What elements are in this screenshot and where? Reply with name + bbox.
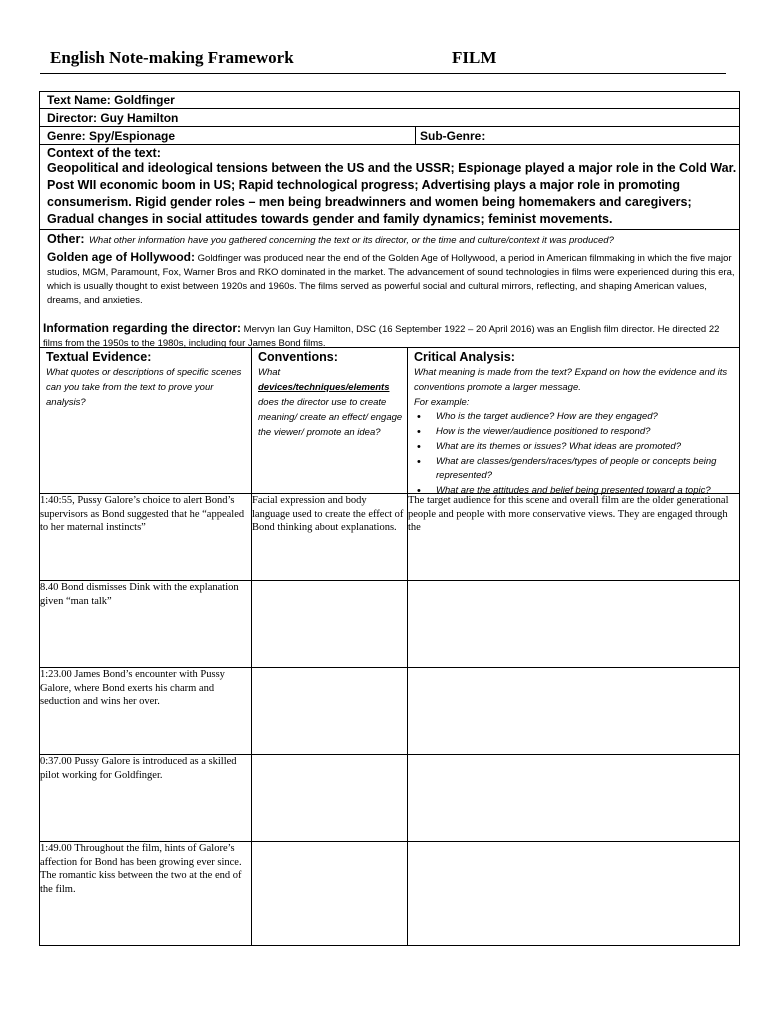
conventions-cell[interactable] xyxy=(252,755,406,840)
list-item: • What are classes/genders/races/types of people or concepts being represented? xyxy=(414,455,738,483)
director-field: Director: Guy Hamilton xyxy=(47,111,179,125)
conventions-cell[interactable]: Facial expression and body language used to create the effect of Bond thinking about explanations. xyxy=(252,495,404,533)
analysis-question-list xyxy=(414,410,738,498)
analysis-column-header xyxy=(414,349,738,499)
page-title: English Note-making Framework xyxy=(50,48,294,67)
other-question: What other information have you gathered concerning the text or its director, or the time and culture/context it was produced? xyxy=(88,235,614,246)
other-section xyxy=(43,231,737,351)
context-section xyxy=(47,146,737,228)
analysis-example-label: For example: xyxy=(414,397,470,408)
golden-age-label: Golden age of Hollywood: xyxy=(47,250,195,264)
divider xyxy=(39,144,740,145)
conventions-column-header xyxy=(258,349,403,440)
text-name-field: Text Name: Goldfinger xyxy=(47,93,175,107)
analysis-title: Critical Analysis: xyxy=(414,350,515,364)
conventions-cell[interactable] xyxy=(252,842,406,944)
list-item: • How is the viewer/audience positioned to respond? xyxy=(414,425,738,439)
conventions-desc-pre: What xyxy=(258,367,281,378)
analysis-cell[interactable] xyxy=(408,842,738,944)
analysis-desc: What meaning is made from the text? Expand on how the evidence and its conventions promote a larger message. xyxy=(414,367,728,393)
conventions-desc-post: does the director use to create meaning/ create an effect/ engage the viewer/ promote an idea? xyxy=(258,397,403,438)
analysis-cell[interactable] xyxy=(408,581,738,666)
subject-label: FILM xyxy=(452,48,497,67)
director-info-label: Information regarding the director: xyxy=(43,321,242,335)
other-label: Other: xyxy=(47,232,85,246)
conventions-cell[interactable] xyxy=(252,668,406,753)
evidence-desc: What quotes or descriptions of specific scenes can you take from the text to prove your analysis? xyxy=(46,367,242,408)
evidence-cell[interactable]: 1:40:55, Pussy Galore’s choice to alert Bond’s supervisors as Bond suggested that he “appealed to her maternal instincts” xyxy=(40,495,245,533)
golden-age-body: Goldfinger was produced near the end of the Golden Age of Hollywood, a period in American filmmaking in which the five major studios, MGM, Paramount, Fox, Warner Bros and RKO dominated in the market. The advancement of sound technologies in films were experienced during this era, which is usually thought to exist between 1920s and 1960s. The films served as powerful social and cultural mirrors, reflecting, and shaping American values, dreams, and anxieties. xyxy=(47,253,735,306)
evidence-cell[interactable]: 0:37.00 Pussy Galore is introduced as a skilled pilot working for Goldfinger. xyxy=(40,756,237,781)
conventions-title: Conventions: xyxy=(258,350,338,364)
evidence-cell[interactable]: 1:23.00 James Bond’s encounter with Pussy Galore, where Bond exerts his charm and seduction and wins her over. xyxy=(40,669,225,707)
list-item: • What are the attitudes and belief being presented toward a topic? xyxy=(414,484,738,498)
context-label: Context of the text: xyxy=(47,146,161,160)
evidence-title: Textual Evidence: xyxy=(46,350,152,364)
evidence-column-header xyxy=(46,349,246,410)
divider xyxy=(39,126,740,127)
analysis-cell[interactable] xyxy=(408,755,738,840)
evidence-cell[interactable]: 8.40 Bond dismisses Dink with the explanation given “man talk” xyxy=(40,582,239,607)
sub-genre-field: Sub-Genre: xyxy=(420,129,486,143)
analysis-cell[interactable]: The target audience for this scene and overall film are the older generational people and people with more conservative views. They are engaged through the xyxy=(408,495,729,533)
genre-field: Genre: Spy/Espionage xyxy=(47,129,176,143)
evidence-cell[interactable]: 1:49.00 Throughout the film, hints of Galore’s affection for Bond has been growing ever since. The romantic kiss between the two at the end of the film. xyxy=(40,843,242,895)
director-info-body: Mervyn Ian Guy Hamilton, DSC (16 September 1922 – 20 April 2016) was an English film director. He directed 22 films from the 1950s to the 1980s, including four James Bond films. xyxy=(43,324,720,349)
context-body: Geopolitical and ideological tensions between the US and the USSR; Espionage played a major role in the Cold War. Post WII economic boom in US; Rapid technological progress; Advertising plays a major role in promoting consumerism. Rigid gender roles – men being breadwinners and women being homemakers and caregivers; Gradual changes in social attitudes towards gender and family dynamics; feminist movements. xyxy=(47,161,737,226)
header-divider xyxy=(40,73,726,74)
divider xyxy=(39,108,740,109)
divider xyxy=(39,229,740,230)
conventions-desc-bold: devices/techniques/elements xyxy=(258,382,390,393)
analysis-cell[interactable] xyxy=(408,668,738,753)
divider xyxy=(415,126,416,144)
list-item: • Who is the target audience? How are they engaged? xyxy=(414,410,738,424)
list-item: • What are its themes or issues? What ideas are promoted? xyxy=(414,440,738,454)
conventions-cell[interactable] xyxy=(252,581,406,666)
